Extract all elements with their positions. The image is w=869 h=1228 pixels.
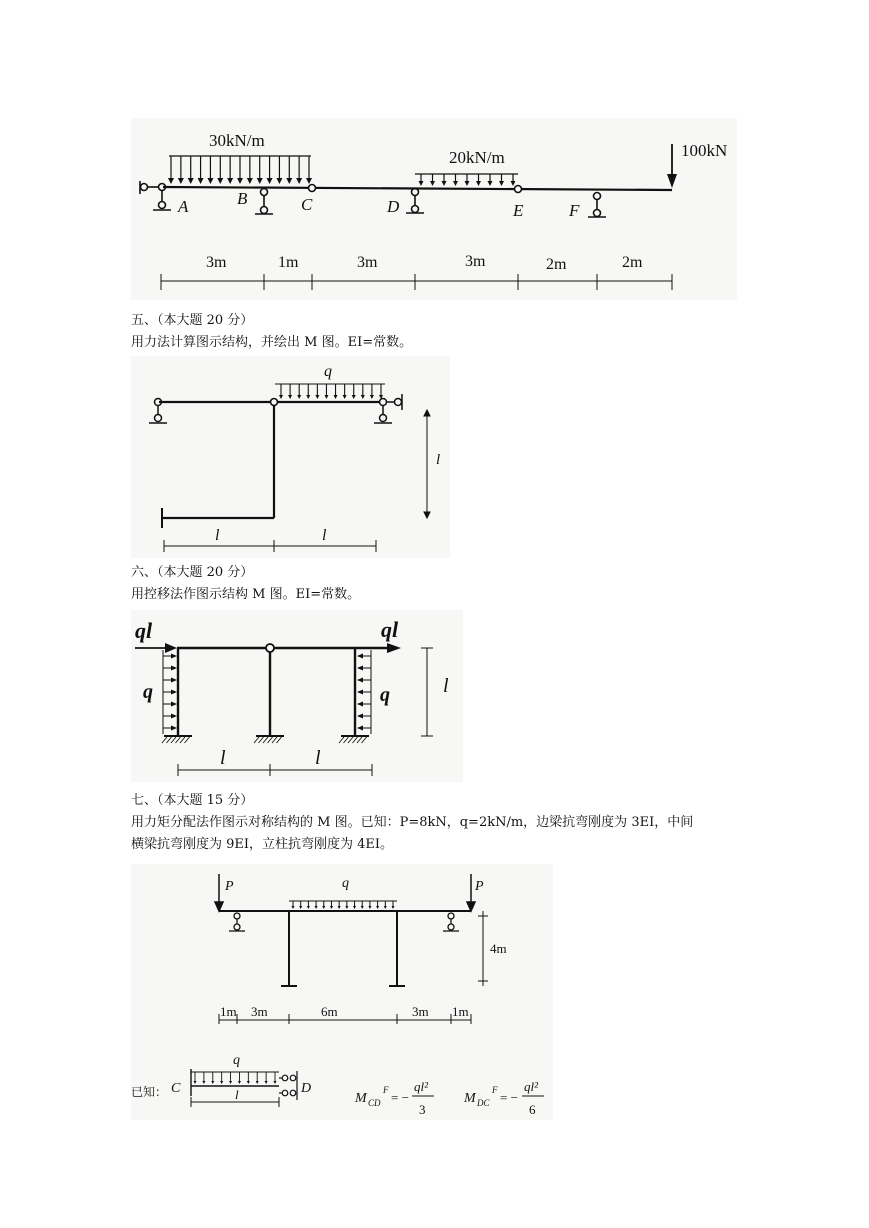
load-arrowhead xyxy=(171,714,177,719)
load-arrowhead xyxy=(322,906,325,909)
load-arrowhead xyxy=(237,178,243,184)
known-q-label: q xyxy=(233,1053,240,1068)
q-right-label: q xyxy=(380,684,390,706)
load-arrowhead xyxy=(442,181,447,186)
p-left-label: P xyxy=(225,879,234,894)
load-arrowhead xyxy=(324,395,328,399)
height-label: l xyxy=(436,452,441,468)
hinge xyxy=(266,644,274,652)
dim-label-2: 1m xyxy=(278,254,299,271)
load-arrowhead xyxy=(202,1081,205,1084)
q7-text-line1: 用力矩分配法作图示对称结构的 M 图。已知：P=8kN，q=2kN/m，边梁抗弯刚度为 3EI，中间 xyxy=(131,815,694,830)
load-arrowhead xyxy=(247,178,253,184)
load-arrowhead xyxy=(168,178,174,184)
hatch-line xyxy=(348,737,353,743)
hatch-line xyxy=(254,737,259,743)
bottom-label-2: l xyxy=(322,527,327,544)
load-arrowhead xyxy=(247,1081,250,1084)
load-arrowhead xyxy=(306,178,312,184)
q7-text-line2: 横梁抗弯刚度为 9EI，立柱抗弯刚度为 4EI。 xyxy=(131,837,394,852)
load-arrowhead xyxy=(453,181,458,186)
bottom-dimension xyxy=(164,540,376,552)
formula-m-dc xyxy=(463,1079,544,1117)
roller-supports xyxy=(229,913,459,931)
dim-label-5: 2m xyxy=(546,256,567,273)
q6-heading: 六、（本大题 20 分） xyxy=(131,565,254,580)
load-arrowhead xyxy=(357,726,363,731)
q6-text: 用控移法作图示结构 M 图。EI=常数。 xyxy=(131,587,361,602)
svg-text:M: M xyxy=(464,1091,476,1106)
load-arrowhead xyxy=(357,678,363,683)
load-arrowhead xyxy=(511,181,516,186)
load-arrowhead xyxy=(345,906,348,909)
load-arrowhead xyxy=(229,1081,232,1084)
ql-right-label: ql xyxy=(381,617,399,642)
load-arrowhead xyxy=(330,906,333,909)
node-label-b: B xyxy=(237,189,248,208)
load-arrowhead xyxy=(307,906,310,909)
load-arrowhead xyxy=(361,395,365,399)
distributed-load-q xyxy=(275,384,385,399)
known-label: 已知： xyxy=(131,1085,168,1099)
load-arrowhead xyxy=(194,1081,197,1084)
load-label-30: 30kN/m xyxy=(209,131,265,150)
svg-text:6: 6 xyxy=(529,1102,536,1117)
load-arrowhead xyxy=(171,654,177,659)
node-label-e: E xyxy=(513,201,524,220)
hatch-line xyxy=(167,737,172,743)
load-arrowhead xyxy=(188,178,194,184)
load-arrowhead xyxy=(171,726,177,731)
load-arrowhead xyxy=(171,666,177,671)
distributed-load-20 xyxy=(415,174,518,186)
figure-q5-frame xyxy=(131,356,450,558)
load-arrowhead xyxy=(338,906,341,909)
bottom-dimension xyxy=(178,764,372,776)
hinge-e xyxy=(515,186,522,193)
node-label-c: C xyxy=(301,195,313,214)
ql-left-label: ql xyxy=(135,618,153,643)
force-ql-left xyxy=(135,643,177,653)
load-arrowhead xyxy=(267,178,273,184)
load-arrowhead xyxy=(306,395,310,399)
q7-heading: 七、（本大题 15 分） xyxy=(131,793,254,808)
load-arrowhead xyxy=(171,678,177,683)
load-arrowhead xyxy=(171,702,177,707)
load-arrowhead xyxy=(296,178,302,184)
load-arrowhead xyxy=(357,666,363,671)
load-arrowhead xyxy=(353,906,356,909)
dim-label-3: 6m xyxy=(321,1004,338,1019)
svg-text:= −: = − xyxy=(391,1090,409,1105)
load-arrowhead xyxy=(334,395,338,399)
load-arrowhead xyxy=(171,690,177,695)
load-arrowhead xyxy=(257,178,263,184)
load-arrowhead xyxy=(419,181,424,186)
hinge-c xyxy=(309,185,316,192)
load-arrowhead xyxy=(207,178,213,184)
right-support xyxy=(374,394,402,423)
load-arrowhead xyxy=(274,1081,277,1084)
support-f xyxy=(588,193,606,218)
dimension-line xyxy=(161,274,672,290)
figure-q6-frame xyxy=(131,610,463,782)
load-arrowhead xyxy=(488,181,493,186)
bottom-label-2: l xyxy=(315,747,321,769)
load-arrowhead xyxy=(343,395,347,399)
hatch-line xyxy=(344,737,349,743)
load-arrowhead xyxy=(376,906,379,909)
svg-text:CD: CD xyxy=(368,1098,381,1108)
q5-text: 用力法计算图示结构，并绘出 M 图。EI=常数。 xyxy=(131,335,413,350)
force-ql-right xyxy=(381,643,401,653)
height-dimension xyxy=(421,648,433,736)
svg-text:ql²: ql² xyxy=(414,1079,429,1094)
load-arrowhead xyxy=(238,1081,241,1084)
load-arrowhead xyxy=(315,395,319,399)
hatch-line xyxy=(362,737,367,743)
known-support-d xyxy=(279,1071,297,1100)
load-arrowhead xyxy=(357,690,363,695)
height-label: 4m xyxy=(490,941,507,956)
frame-columns xyxy=(281,911,405,986)
load-arrowhead xyxy=(178,178,184,184)
support-d xyxy=(406,189,424,214)
height-dimension xyxy=(424,410,430,518)
node-label-d: D xyxy=(387,197,400,216)
support-b xyxy=(255,189,273,215)
load-arrowhead xyxy=(276,178,282,184)
load-arrowhead xyxy=(265,1081,268,1084)
p-right-label: P xyxy=(475,879,484,894)
load-arrowhead xyxy=(352,395,356,399)
hatch-line xyxy=(277,737,282,743)
node-label-a: A xyxy=(178,197,189,216)
load-arrowhead xyxy=(368,906,371,909)
load-arrowhead xyxy=(315,906,318,909)
load-arrowhead xyxy=(292,906,295,909)
svg-text:F: F xyxy=(492,1085,498,1095)
hatch-line xyxy=(259,737,264,743)
hatch-line xyxy=(171,737,176,743)
height-label: l xyxy=(443,675,449,697)
hinge xyxy=(271,399,278,406)
dim-label-1: 3m xyxy=(206,254,227,271)
load-arrowhead xyxy=(384,906,387,909)
bottom-label-1: l xyxy=(215,527,220,544)
hatch-line xyxy=(272,737,277,743)
hatch-line xyxy=(162,737,167,743)
node-d-label: D xyxy=(301,1081,312,1096)
hatch-line xyxy=(180,737,185,743)
load-arrowhead xyxy=(430,181,435,186)
distributed-load-30 xyxy=(168,156,312,184)
load-label-q: q xyxy=(342,876,349,891)
dim-label-4: 3m xyxy=(465,253,486,270)
dim-label-1: 1m xyxy=(220,1004,237,1019)
load-arrowhead xyxy=(299,906,302,909)
load-arrowhead xyxy=(198,178,204,184)
q5-heading: 五、（本大题 20 分） xyxy=(131,313,254,328)
dim-label-3: 3m xyxy=(357,254,378,271)
svg-text:M: M xyxy=(355,1091,367,1106)
load-arrowhead xyxy=(297,395,301,399)
dim-label-4: 3m xyxy=(412,1004,429,1019)
load-arrowhead xyxy=(357,714,363,719)
load-label-q: q xyxy=(324,363,332,380)
load-arrowhead xyxy=(357,702,363,707)
svg-text:DC: DC xyxy=(477,1098,490,1108)
q-left-label: q xyxy=(143,681,153,703)
hatch-line xyxy=(353,737,358,743)
load-label-20: 20kN/m xyxy=(449,148,505,167)
formula-m-cd xyxy=(354,1079,434,1117)
hatch-line xyxy=(263,737,268,743)
load-arrowhead xyxy=(288,395,292,399)
hatch-line xyxy=(185,737,190,743)
figure-continuous-beam xyxy=(131,118,737,300)
load-arrowhead xyxy=(220,1081,223,1084)
load-arrowhead xyxy=(227,178,233,184)
load-arrowhead xyxy=(286,178,292,184)
load-arrowhead xyxy=(370,395,374,399)
load-arrowhead xyxy=(217,178,223,184)
dim-label-5: 1m xyxy=(452,1004,469,1019)
node-label-f: F xyxy=(569,201,580,220)
hatch-line xyxy=(357,737,362,743)
load-arrowhead xyxy=(392,906,395,909)
support-a xyxy=(140,181,171,210)
hatch-line xyxy=(339,737,344,743)
hatch-line xyxy=(176,737,181,743)
load-arrowhead xyxy=(211,1081,214,1084)
load-arrowhead xyxy=(279,395,283,399)
load-arrowhead xyxy=(256,1081,259,1084)
hatch-line xyxy=(268,737,273,743)
known-l-label: l xyxy=(235,1087,239,1102)
figure-q7-frame xyxy=(131,864,553,1120)
svg-text:F: F xyxy=(383,1085,389,1095)
load-arrowhead xyxy=(357,654,363,659)
frame-members xyxy=(159,402,380,518)
frame-columns xyxy=(178,648,355,736)
point-load-label: 100kN xyxy=(681,141,728,160)
svg-text:ql²: ql² xyxy=(524,1079,539,1094)
height-dimension xyxy=(478,911,488,986)
point-load-arrow xyxy=(667,144,677,188)
svg-text:3: 3 xyxy=(419,1102,426,1117)
dim-label-2: 3m xyxy=(251,1004,268,1019)
load-arrowhead xyxy=(465,181,470,186)
svg-text:= −: = − xyxy=(500,1090,518,1105)
bottom-label-1: l xyxy=(220,747,226,769)
node-c-label: C xyxy=(171,1081,181,1096)
load-arrowhead xyxy=(476,181,481,186)
dim-label-6: 2m xyxy=(622,254,643,271)
distributed-load-q xyxy=(289,901,397,909)
load-arrowhead xyxy=(361,906,364,909)
load-arrowhead xyxy=(499,181,504,186)
